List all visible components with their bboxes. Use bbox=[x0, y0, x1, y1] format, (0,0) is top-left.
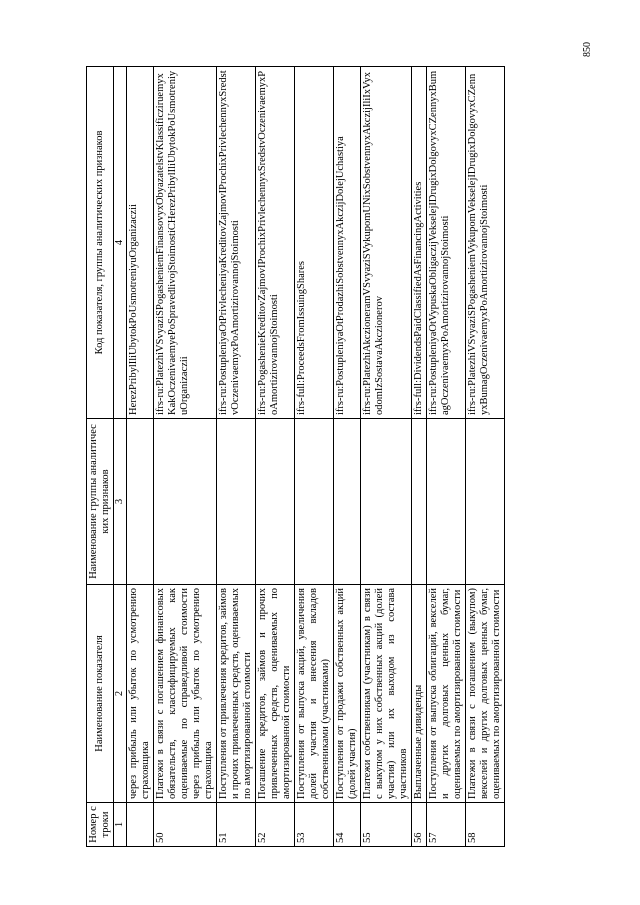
group-name bbox=[295, 419, 334, 585]
indicator-name: Поступления от привлечения кредитов, займов и прочих привлеченных средств, оцениваемых по амортизированной стоимости bbox=[217, 585, 256, 803]
row-number: 51 bbox=[217, 803, 256, 847]
group-name bbox=[412, 419, 427, 585]
group-name bbox=[427, 419, 466, 585]
indicator-code: ifrs-ru:PogashenieKreditovZajmovIProchixPrivlechennyxSredstvOczenivaemyxPoAmortizirovannojStoimosti bbox=[256, 67, 295, 419]
indicator-name: Платежи собственникам (участникам) в связи с выкупом у них собственных акций (долей участия) или их выходом из состава участников bbox=[361, 585, 412, 803]
column-number: 4 bbox=[114, 67, 127, 419]
table-row bbox=[127, 67, 154, 847]
rotated-page-content bbox=[86, 67, 570, 847]
table-row bbox=[412, 67, 427, 847]
header-row-number: Номер строки bbox=[87, 803, 114, 847]
indicator-name: через прибыль или убыток по усмотрению страховщика bbox=[127, 585, 154, 803]
indicator-code: ifrs-ru:PostupleniyaOtVypuskaObligaczijVekselejIDrugixDolgovyxCZennyxBumagOczenivaemyxPoAmortizirovannojStoimosti bbox=[427, 67, 466, 419]
indicator-name: Погашение кредитов, займов и прочих привлеченных средств, оцениваемых по амортизированной стоимости bbox=[256, 585, 295, 803]
group-name bbox=[154, 419, 217, 585]
table-row bbox=[154, 67, 217, 847]
indicator-code: ifrs-ru:PlatezhiVSvyaziSPogasheniemVykupomVekselejIDrugixDolgovyxCZennyxBumagOczenivaemyxPoAmortizirovannojStoimosti bbox=[466, 67, 505, 419]
page-number: 850 bbox=[582, 42, 593, 57]
column-number-row bbox=[114, 67, 127, 847]
row-number: 58 bbox=[466, 803, 505, 847]
group-name bbox=[334, 419, 361, 585]
indicator-code: HerezPribylIliUbytokPoUsmotreniyuOrganizaczii bbox=[127, 67, 154, 419]
row-number bbox=[127, 803, 154, 847]
header-code: Код показателя, группы аналитических признаков bbox=[87, 67, 114, 419]
table-row bbox=[427, 67, 466, 847]
row-number: 56 bbox=[412, 803, 427, 847]
group-name bbox=[256, 419, 295, 585]
row-number: 57 bbox=[427, 803, 466, 847]
column-number: 1 bbox=[114, 803, 127, 847]
column-number: 3 bbox=[114, 419, 127, 585]
indicator-code: ifrs-ru:PostupleniyaOtProdazhiSobstvennyxAkczijDolejUchastiya bbox=[334, 67, 361, 419]
column-number: 2 bbox=[114, 585, 127, 803]
row-number: 55 bbox=[361, 803, 412, 847]
row-number: 52 bbox=[256, 803, 295, 847]
indicator-name: Платежи в связи с погашением финансовых обязательств, классифицируемых как оцениваемые по справедливой стоимости через прибыль или убыток по усмотрению страховщика bbox=[154, 585, 217, 803]
table-row bbox=[217, 67, 256, 847]
header-row bbox=[87, 67, 114, 847]
indicator-code: ifrs-ru:PlatezhiVSvyaziSPogasheniemFinansovyxObyazatelstvKlassificziruemyxKakOczenivaemyePoSpravedlivojStoimostiCHerezPribylIliUbytokPoUsmotreniyuOrganizaczii bbox=[154, 67, 217, 419]
group-name bbox=[127, 419, 154, 585]
table-row bbox=[361, 67, 412, 847]
row-number: 50 bbox=[154, 803, 217, 847]
table-row bbox=[466, 67, 505, 847]
header-group-name: Наименование группы аналитических признаков bbox=[87, 419, 114, 585]
indicator-name: Поступления от выпуска облигаций, векселей и других долговых ценных бумаг, оцениваемых по амортизированной стоимости bbox=[427, 585, 466, 803]
indicator-code: ifrs-full:ProceedsFromIssuingShares bbox=[295, 67, 334, 419]
group-name bbox=[217, 419, 256, 585]
indicator-name: Платежи в связи с погашением (выкупом) векселей и других долговых ценных бумаг, оцениваемых по амортизированной стоимости bbox=[466, 585, 505, 803]
indicator-code: ifrs-ru:PostupleniyaOtPrivlecheniyaKreditovZajmovIProchixPrivlechennyxSredstvOczenivaemyxPoAmortizirovannojStoimosti bbox=[217, 67, 256, 419]
indicators-table bbox=[86, 66, 505, 847]
indicator-code: ifrs-full:DividendsPaidClassifiedAsFinancingActivities bbox=[412, 67, 427, 419]
indicator-name: Выплаченные дивиденды bbox=[412, 585, 427, 803]
group-name bbox=[466, 419, 505, 585]
indicator-name: Поступления от продажи собственных акций (долей участия) bbox=[334, 585, 361, 803]
header-indicator-name: Наименование показателя bbox=[87, 585, 114, 803]
row-number: 54 bbox=[334, 803, 361, 847]
group-name bbox=[361, 419, 412, 585]
table-row bbox=[334, 67, 361, 847]
table-row bbox=[256, 67, 295, 847]
table-row bbox=[295, 67, 334, 847]
indicator-code: ifrs-ru:PlatezhiAkczioneramVSvyaziSVykupomUNixSobstvennyxAkczijIliIxVyxodomIzSostavaAkczionerov bbox=[361, 67, 412, 419]
row-number: 53 bbox=[295, 803, 334, 847]
indicator-name: Поступления от выпуска акций, увеличения долей участия и внесения вкладов собственниками (участниками) bbox=[295, 585, 334, 803]
